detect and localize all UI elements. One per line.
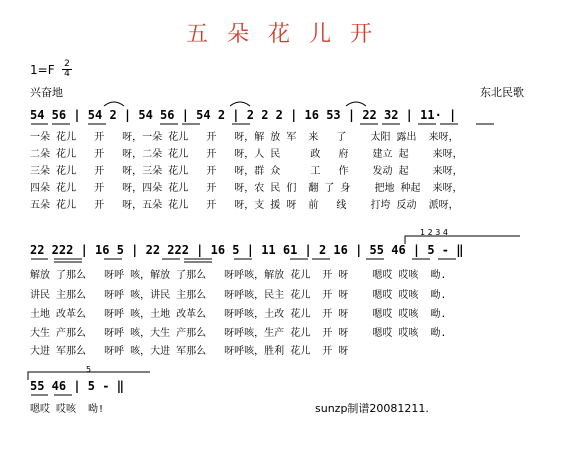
- volta-bracket: [28, 372, 150, 380]
- volta-bracket: [405, 236, 520, 244]
- slur: [346, 102, 366, 106]
- system1-notes: 54 56 | 54 2 | 54 56 | 54 2 | 2 2 2 | 16 53 | 22 32 | 11· |: [30, 108, 457, 122]
- system2-lyric-5: 大进 军那么 呀呼 咳，大进 军那么 呀呼咳，胜利 花儿 开 呀: [30, 346, 349, 357]
- time-signature-bottom: 4: [64, 69, 70, 79]
- system1-lyric-4: 四朵 花儿 开 呀，四朵 花儿 开 呀，农 民 们 翻 了 身 把地 种起 来呀，: [30, 183, 463, 194]
- system2-notes: 22 222 | 16 5 | 22 222 | 16 5 | 11 61 | 2 16 | 55 46 | 5 - ‖: [30, 243, 464, 257]
- system2-lyric-4: 大生 产那么 呀呼 咳，大生 产那么 呀呼咳，生产 花儿 开 呀 嗯哎 哎咳 呦.: [30, 328, 447, 339]
- tempo-marking: 兴奋地: [30, 86, 63, 99]
- key-signature: 1=F: [30, 63, 55, 77]
- system1-lyric-3: 三朵 花儿 开 呀，三朵 花儿 开 呀，群 众 工 作 发动 起 来呀，: [30, 166, 463, 177]
- system1-lyric-1: 一朵 花儿 开 呀，一朵 花儿 开 呀，解 放 军 来 了 太阳 露出 来呀，: [30, 132, 459, 143]
- system2-lyric-2: 讲民 主那么 呀呼 咳，讲民 主那么 呀呼咳，民主 花儿 开 呀 嗯哎 哎咳 呦.: [30, 290, 447, 301]
- system3-lyric: 嗯哎 哎咳 呦!: [30, 404, 105, 415]
- volta-1-4-label: 1 2 3 4: [420, 228, 448, 237]
- slur: [104, 102, 124, 106]
- slur: [230, 102, 250, 106]
- system2-lyric-3: 土地 改革么 呀呼 咳，土地 改革么 呀呼咳，土改 花儿 开 呀 嗯哎 哎咳 呦.: [30, 309, 447, 320]
- composer-credit: 东北民歌: [480, 86, 524, 99]
- song-title: 五 朵 花 儿 开: [186, 22, 378, 47]
- volta-5-label: 5: [86, 365, 92, 374]
- system1-lyric-5: 五朵 花儿 开 呀，五朵 花儿 开 呀，支 援 呀 前 线 打垮 反动 派呀，: [30, 200, 459, 211]
- system1-lyric-2: 二朵 花儿 开 呀，二朵 花儿 开 呀，人 民 政 府 建立 起 来呀，: [30, 149, 463, 160]
- notation-credit: sunzp制谱20081211.: [315, 402, 429, 415]
- time-signature-top: 2: [62, 60, 72, 70]
- system3-notes: 55 46 | 5 - ‖: [30, 379, 124, 393]
- system2-lyric-1: 解放 了那么 呀呼 咳，解放 了那么 呀呼咳，解放 花儿 开 呀 嗯哎 哎咳 呦.: [30, 270, 447, 281]
